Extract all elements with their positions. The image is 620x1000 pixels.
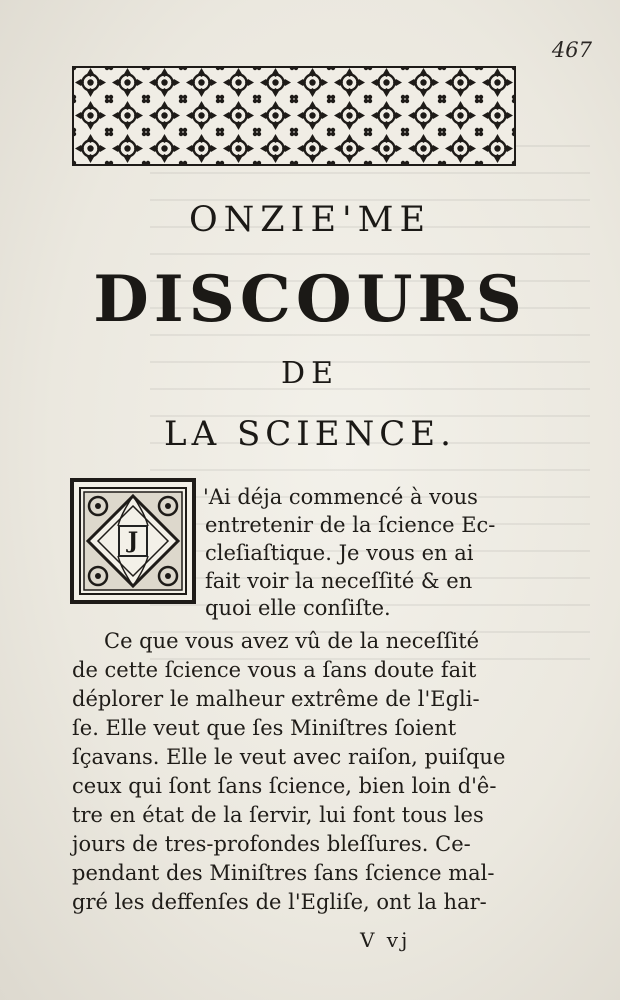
text-line: pendant des Miniſtres ſans ſcience mal-	[72, 861, 495, 885]
text-line: ſçavans. Elle le veut avec raiſon, puiſque	[72, 745, 506, 769]
title-ordinal: ONZIE'ME	[188, 200, 432, 240]
text-line: gré les deffenſes de l'Egliſe, ont la har-	[72, 890, 487, 914]
drop-cap-letter: J	[118, 525, 148, 557]
drop-cap	[70, 478, 196, 604]
title-de: DE	[281, 356, 339, 391]
ornament-headpiece	[72, 66, 516, 166]
text-line: jours de tres-profondes bleſſures. Ce-	[72, 832, 471, 856]
title-la-science: LA SCIENCE.	[164, 414, 456, 454]
page-number: 467	[551, 38, 592, 62]
text-line: de cette ſcience vous a ſans doute fait	[72, 658, 477, 682]
text-line: ſe. Elle veut que ſes Miniſtres ſoient	[72, 716, 457, 740]
text-line: fait voir la neceſſité & en	[205, 569, 473, 593]
signature-mark: V vj	[360, 928, 411, 952]
title-discours: DISCOURS	[93, 262, 527, 337]
text-line: tre en état de la ſervir, lui font tous les	[72, 803, 484, 827]
text-line: ceux qui ſont ſans ſcience, bien loin d'ê-	[72, 774, 497, 798]
text-line: déplorer le malheur extrême de l'Egli-	[72, 687, 480, 711]
text-line: cleſiaſtique. Je vous en ai	[205, 541, 474, 565]
text-line: quoi elle conſiſte.	[205, 596, 391, 620]
text-line: entretenir de la ſcience Ec-	[205, 513, 496, 537]
text-line: Ce que vous avez vû de la neceſſité	[104, 629, 480, 653]
text-line: 'Ai déja commencé à vous	[203, 485, 478, 509]
ornament-headpiece-graphic	[72, 66, 516, 166]
